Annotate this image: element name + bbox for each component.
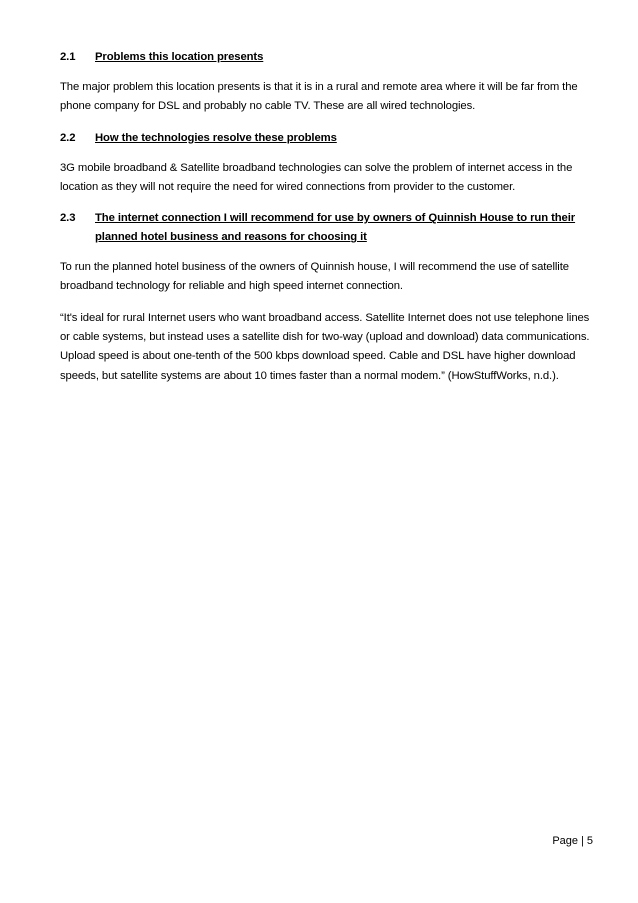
- page-content: [60, 48, 590, 398]
- section-heading-2-1: [60, 48, 590, 67]
- section-heading-2-3: [60, 209, 590, 247]
- section-title: How the technologies resolve these problems: [95, 131, 337, 144]
- section-heading-2-2: [60, 129, 590, 148]
- section-2-2-paragraph: 3G mobile broadband & Satellite broadband technologies can solve the problem of internet access in the location as they will not require the need for wired connections from provider to the customer.: [60, 161, 573, 193]
- section-2-3-quote-paragraph: “It's ideal for rural Internet users who want broadband access. Satellite Internet does not use telephone lines or cable systems, but instead uses a satellite dish for two-way (upload and download) data communications. Upload speed is about one-tenth of the 500 kbps download speed. Cable and DSL have higher download speeds, but satellite systems are about 10 times faster than a normal modem.” (HowStuffWorks, n.d.).: [60, 311, 590, 382]
- section-2-1-paragraph: The major problem this location presents is that it is in a rural and remote area where it will be far from the phone company for DSL and probably no cable TV. These are all wired technologies.: [60, 81, 578, 113]
- section-number: 2.2: [60, 131, 76, 144]
- page-number: 5: [586, 835, 593, 847]
- section-number: 2.3: [60, 212, 76, 225]
- page-label: Page: [552, 835, 579, 847]
- section-number: 2.1: [60, 51, 76, 63]
- section-title: Problems this location presents: [95, 51, 264, 63]
- page-separator: |: [581, 835, 584, 847]
- section-2-3-paragraph-1: To run the planned hotel business of the owners of Quinnish house, I will recommend the use of satellite broadband technology for reliable and high speed internet connection.: [60, 261, 569, 293]
- page-footer: [552, 835, 593, 847]
- section-title: The internet connection I will recommend for use by owners of Quinnish House to run their planned hotel business and reasons for choosing it: [95, 212, 576, 244]
